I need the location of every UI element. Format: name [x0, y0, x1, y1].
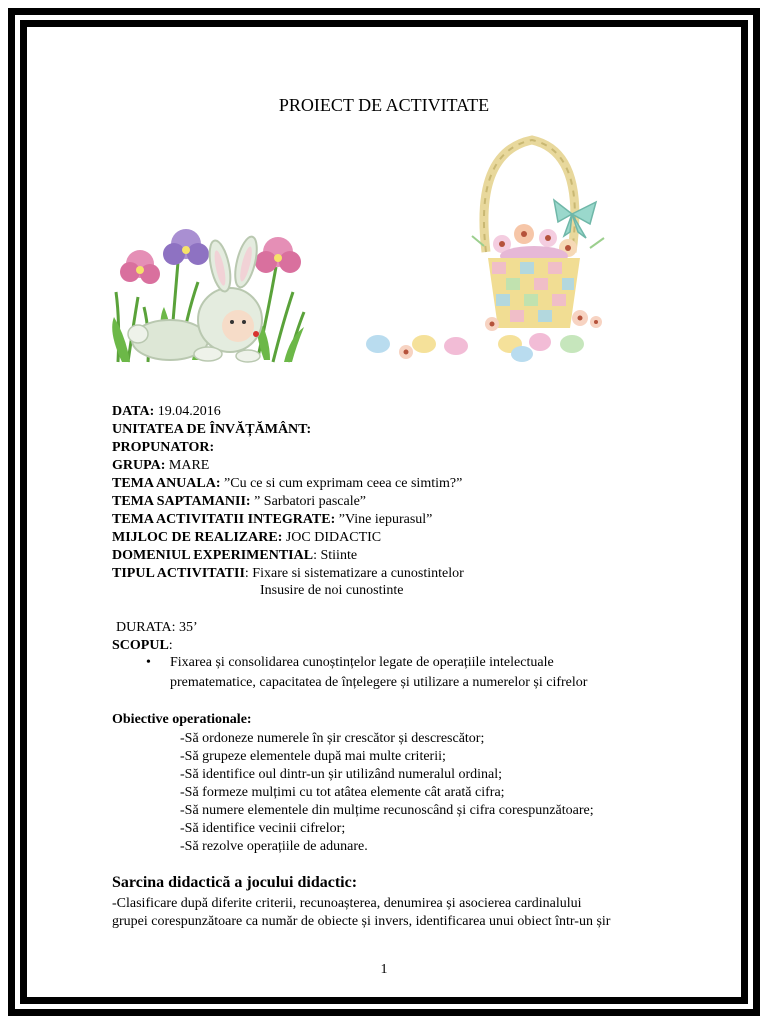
field-tipul: TIPUL ACTIVITATII: Fixare si sistematizare a cunostintelor [112, 566, 464, 581]
durata: DURATA: 35’ [116, 620, 198, 635]
document-title: PROIECT DE ACTIVITATE [278, 95, 490, 115]
field-tipul-line2: Insusire de noi cunostinte [260, 583, 404, 598]
sarcina-heading: Sarcina didactică a jocului didactic: [112, 874, 358, 891]
objective-item: -Să numere elementele din mulțime recunoscând și cifra corespunzătoare; [180, 803, 594, 818]
field-domeniul: DOMENIUL EXPERIMENTIAL: Stiinte [112, 548, 358, 563]
objectives-heading: Obiective operationale: [112, 712, 252, 727]
field-grupa: GRUPA: MARE [112, 458, 210, 473]
bullet-icon: • [146, 655, 151, 670]
objective-item: -Să identifice vecinii cifrelor; [180, 821, 346, 836]
sarcina-line-1: -Clasificare după diferite criterii, recunoașterea, denumirea și asocierea cardinalului [112, 896, 582, 911]
objective-item: -Să ordoneze numerele în șir crescător și descrescător; [180, 731, 485, 746]
objective-item: -Să grupeze elementele după mai multe criterii; [180, 749, 446, 764]
field-tema-activitatii: TEMA ACTIVITATII INTEGRATE: ”Vine iepurasul” [112, 512, 433, 527]
scopul-text-1: Fixarea și consolidarea cunoștințelor legate de operațiile intelectuale [170, 655, 554, 670]
field-mijloc: MIJLOC DE REALIZARE: JOC DIDACTIC [112, 530, 382, 545]
field-data: DATA: 19.04.2016 [112, 404, 221, 419]
sarcina-line-2: grupei corespunzătoare ca număr de obiecte și invers, identificarea unui obiect într-un șir [112, 914, 611, 929]
field-tema-anuala: TEMA ANUALA: ”Cu ce si cum exprimam ceea ce simtim?” [112, 476, 463, 491]
field-tema-saptamanii: TEMA SAPTAMANII: ” Sarbatori pascale” [112, 494, 367, 509]
scopul-text-2: prematematice, capacitatea de înțelegere și utilizare a numerelor și cifrelor [170, 675, 588, 690]
bunny-flowers-illustration [108, 222, 310, 368]
field-unitatea: UNITATEA DE ÎNVĂȚĂMÂNT: [112, 422, 312, 437]
scopul-heading: SCOPUL: [112, 638, 173, 653]
field-propunator: PROPUNATOR: [112, 440, 215, 455]
easter-basket-illustration [364, 132, 630, 366]
objective-item: -Să identifice oul dintr-un șir utilizând numeralul ordinal; [180, 767, 503, 782]
page-number: 1 [380, 962, 388, 977]
objective-item: -Să formeze mulțimi cu tot atâtea elemente cât arată cifra; [180, 785, 505, 800]
objective-item: -Să rezolve operațiile de adunare. [180, 839, 368, 854]
